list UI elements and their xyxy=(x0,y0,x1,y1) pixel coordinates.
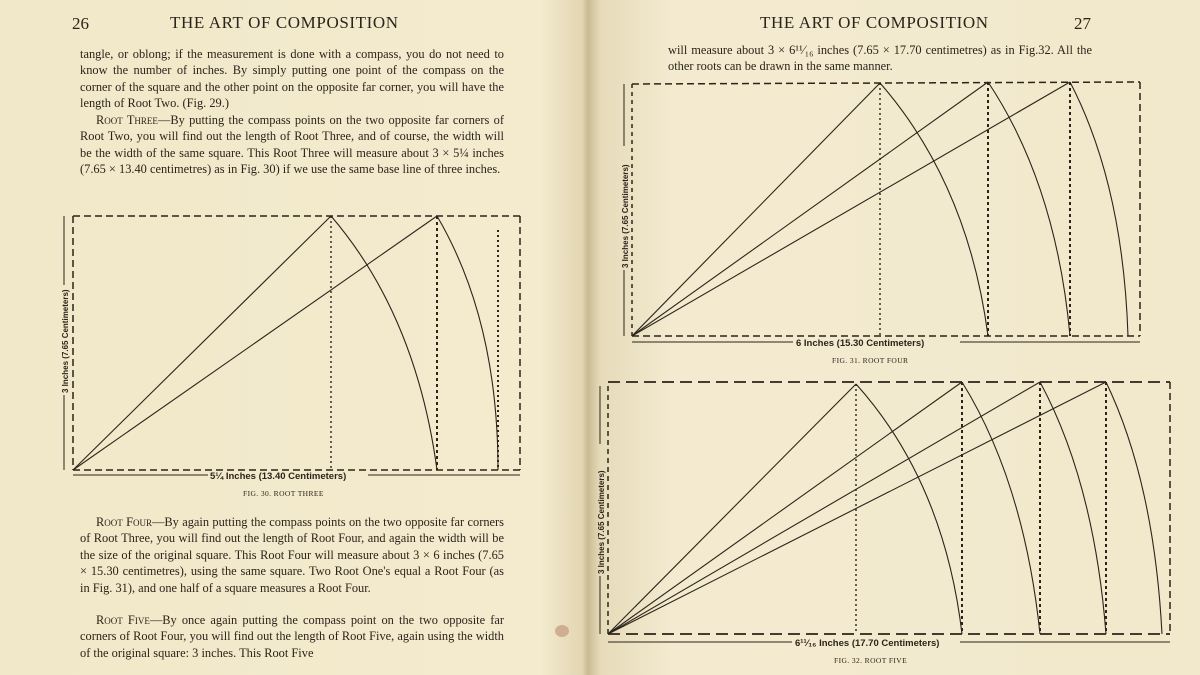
fig30-vertical-label: 3 Inches (7.65 Centimeters) xyxy=(61,289,70,393)
left-running-header: THE ART OF COMPOSITION xyxy=(170,13,399,32)
fig32-vertical-label: 3 Inches (7.65 Centimeters) xyxy=(597,470,606,574)
left-paragraph-1: tangle, or oblong; if the measurement is done with a compass, you do not need to know the number of inches. By simply putting one point of the compass on the corner of the square and the other point on the opposite far corner, you will have the length of Root Two. (Fig. 29.) xyxy=(80,47,504,111)
fig32-arc-4 xyxy=(1106,382,1162,634)
root-three-text: —By putting the compass points on the two opposite far corners of Root Two, you will find out the length of Root Three, and of course, the width will be the width of the same square. This Root Three will measure about 3 × 5¼ inches (7.65 × 13.40 centimetres) as in Fig. 30) if we use the same base line of three inches. xyxy=(80,113,505,177)
right-page-number: 27 xyxy=(1074,14,1091,33)
term-root-three: Root Three xyxy=(96,113,158,127)
fig32-arc-1 xyxy=(856,384,962,634)
root-five-text: —By once again putting the compass point on the two opposite far corners of Root Four, you will find out the length of Root Five, again using the width of the original square: 3 inches. This Root Five xyxy=(80,613,505,660)
right-running-header: THE ART OF COMPOSITION xyxy=(760,13,989,32)
left-paragraph-root-five xyxy=(80,612,504,661)
paper-stain xyxy=(555,625,569,637)
fig30-arc-2 xyxy=(437,216,498,470)
fig32-arc-2 xyxy=(962,382,1040,634)
figure-32-root-five xyxy=(594,372,1174,654)
fig31-diagonal-2 xyxy=(632,82,988,336)
term-root-five: Root Five xyxy=(96,613,150,627)
fig32-diagonal-4 xyxy=(608,382,1106,634)
fig30-diagonal-root-two xyxy=(73,216,437,470)
left-paragraph-root-four xyxy=(80,514,504,596)
fig31-diagonal-3 xyxy=(632,82,1070,336)
right-paragraph-1: will measure about 3 × 6¹¹⁄₁₆ inches (7.65 × 17.70 centimetres) as in Fig.32. All the other roots can be drawn in the same manner. xyxy=(668,43,1092,74)
fig31-top-edge xyxy=(632,82,1140,84)
fig30-caption: FIG. 30. ROOT THREE xyxy=(243,489,324,498)
fig31-diagonal-1 xyxy=(632,83,880,336)
figure-30-root-three xyxy=(58,205,528,505)
fig32-diagonal-2 xyxy=(608,382,962,634)
fig32-diagonal-3 xyxy=(608,382,1040,634)
fig30-diagonal-square xyxy=(73,216,331,470)
left-page-number: 26 xyxy=(72,14,89,33)
fig30-arc-1 xyxy=(331,216,437,470)
fig31-horizontal-label: 6 Inches (15.30 Centimeters) xyxy=(796,338,925,349)
fig32-diagonal-1 xyxy=(608,384,856,634)
left-paragraph-root-three xyxy=(80,112,504,178)
fig32-arc-3 xyxy=(1040,382,1106,634)
term-root-four: Root Four xyxy=(96,515,152,529)
root-four-text: —By again putting the compass points on the two opposite far corners of Root Three, you will find out the length of Root Four, and again the width will be the size of the original square. This Root Four will measure about 3 × 6 inches (7.65 × 15.30 centimetres), using the same square. Two Root One's equal a Root Four (as in Fig. 31), and one half of a square measures a Root Four. xyxy=(80,515,504,595)
fig32-caption: FIG. 32. ROOT FIVE xyxy=(834,656,908,665)
figure-31-root-four xyxy=(618,74,1148,354)
fig31-arc-3 xyxy=(1070,82,1128,336)
fig31-vertical-label: 3 Inches (7.65 Centimeters) xyxy=(621,164,630,268)
fig31-caption: FIG. 31. ROOT FOUR xyxy=(832,356,909,365)
fig31-arc-2 xyxy=(988,82,1070,336)
fig32-horizontal-label: 6¹¹⁄₁₆ Inches (17.70 Centimeters) xyxy=(795,638,940,649)
fig30-horizontal-label: 5¼ Inches (13.40 Centimeters) xyxy=(210,471,347,482)
